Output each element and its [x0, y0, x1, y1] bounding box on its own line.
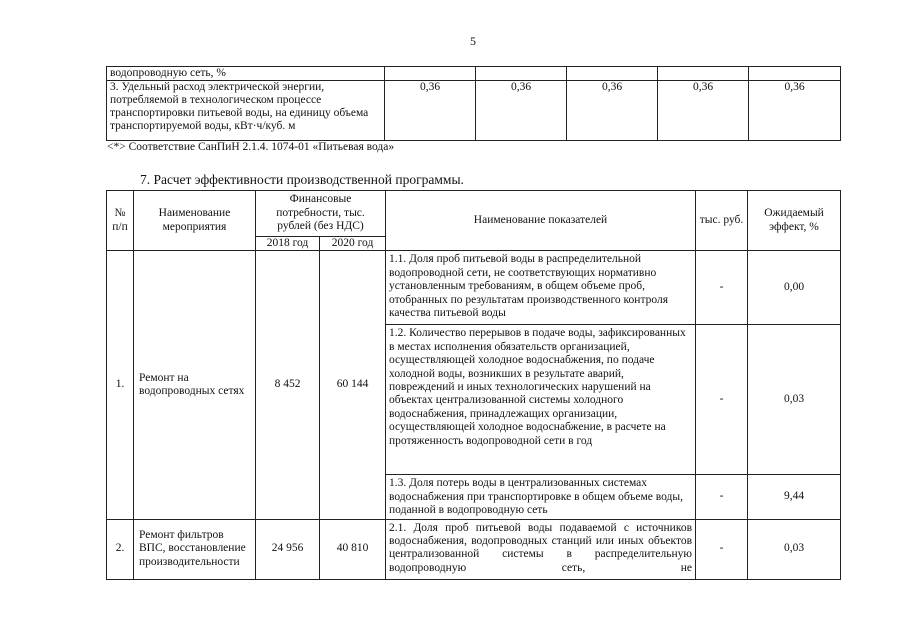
row-2018-value: 24 956	[256, 519, 320, 579]
row-name: Ремонт на водопроводных сетях	[134, 251, 256, 519]
value-cell: 0,36	[749, 81, 841, 141]
indicator-text: 1.3. Доля потерь воды в централизованных системах водоснабжения при транспортировке в общем объеме воды, поданной в водопроводную сеть	[386, 475, 696, 519]
efficiency-table	[106, 190, 841, 580]
table-row	[107, 519, 841, 579]
row-num: 1.	[107, 251, 134, 519]
value-cell: 0,36	[658, 81, 749, 141]
section-heading: 7. Расчет эффективности производственной программы.	[140, 172, 464, 187]
table-row	[107, 81, 841, 141]
continuation-cell: водопроводную сеть, %	[107, 67, 385, 81]
row-2020-value: 40 810	[320, 519, 386, 579]
indicator-unit: -	[696, 325, 748, 475]
indicator-text: 1.1. Доля проб питьевой воды в распределительной водопроводной сети, не соответствующих нормативно установленным требованиям, в общем объеме проб, отобранных по результатам производственного контроля качества питьевой воды	[386, 251, 696, 325]
value-cell: 0,36	[476, 81, 567, 141]
indicator-unit: -	[696, 475, 748, 519]
col-header-effect: Ожидаемый эффект, %	[748, 191, 841, 251]
row-2018-value: 8 452	[256, 251, 320, 519]
col-header-name: Наименование мероприятия	[134, 191, 256, 251]
col-header-unit: тыс. руб.	[696, 191, 748, 251]
indicator-effect: 0,03	[748, 325, 841, 475]
indicator-unit: -	[696, 251, 748, 325]
footnote: <*> Соответствие СанПиН 2.1.4. 1074-01 «Питьевая вода»	[107, 141, 395, 153]
col-header-indicator: Наименование показателей	[386, 191, 696, 251]
col-header-2018: 2018 год	[256, 237, 320, 251]
indicator-label: 3. Удельный расход электрической энергии, потребляемой в технологическом процессе транспортировки питьевой воды, на единицу объема транспортируемой воды, кВт·ч/куб. м	[107, 81, 385, 141]
value-cell: 0,36	[385, 81, 476, 141]
indicator-effect: 0,00	[748, 251, 841, 325]
page-number: 5	[470, 34, 476, 48]
col-header-num: № п/п	[107, 191, 134, 251]
row-num: 2.	[107, 519, 134, 579]
indicator-text: 1.2. Количество перерывов в подаче воды, зафиксированных в местах исполнения обязательств организацией, осуществляющей холодное водоснабжения, по подаче холодной воды, возникших в результате аварий, повреждений и иных технологических нарушений на объектах централизованной системы холодного водоснабжения, принадлежащих организации, осуществляющей холодное водоснабжение, в расчете на протяженность водопроводной сети в год	[386, 325, 696, 475]
row-name: Ремонт фильтров ВПС, восстановление производительности	[134, 519, 256, 579]
indicator-effect: 0,03	[748, 519, 841, 579]
indicator-values-table	[106, 66, 841, 141]
table-row	[107, 251, 841, 325]
col-header-finance: Финансовые потребности, тыс. рублей (без НДС)	[256, 191, 386, 237]
row-2020-value: 60 144	[320, 251, 386, 519]
indicator-text: 2.1. Доля проб питьевой воды подаваемой с источников водоснабжения, водопроводных станций или иных объектов централизованной системы в распределительную водопроводную сеть, не	[386, 519, 696, 579]
header-row	[107, 191, 841, 237]
value-cell: 0,36	[567, 81, 658, 141]
col-header-2020: 2020 год	[320, 237, 386, 251]
indicator-effect: 9,44	[748, 475, 841, 519]
indicator-unit: -	[696, 519, 748, 579]
table-row	[107, 67, 841, 81]
